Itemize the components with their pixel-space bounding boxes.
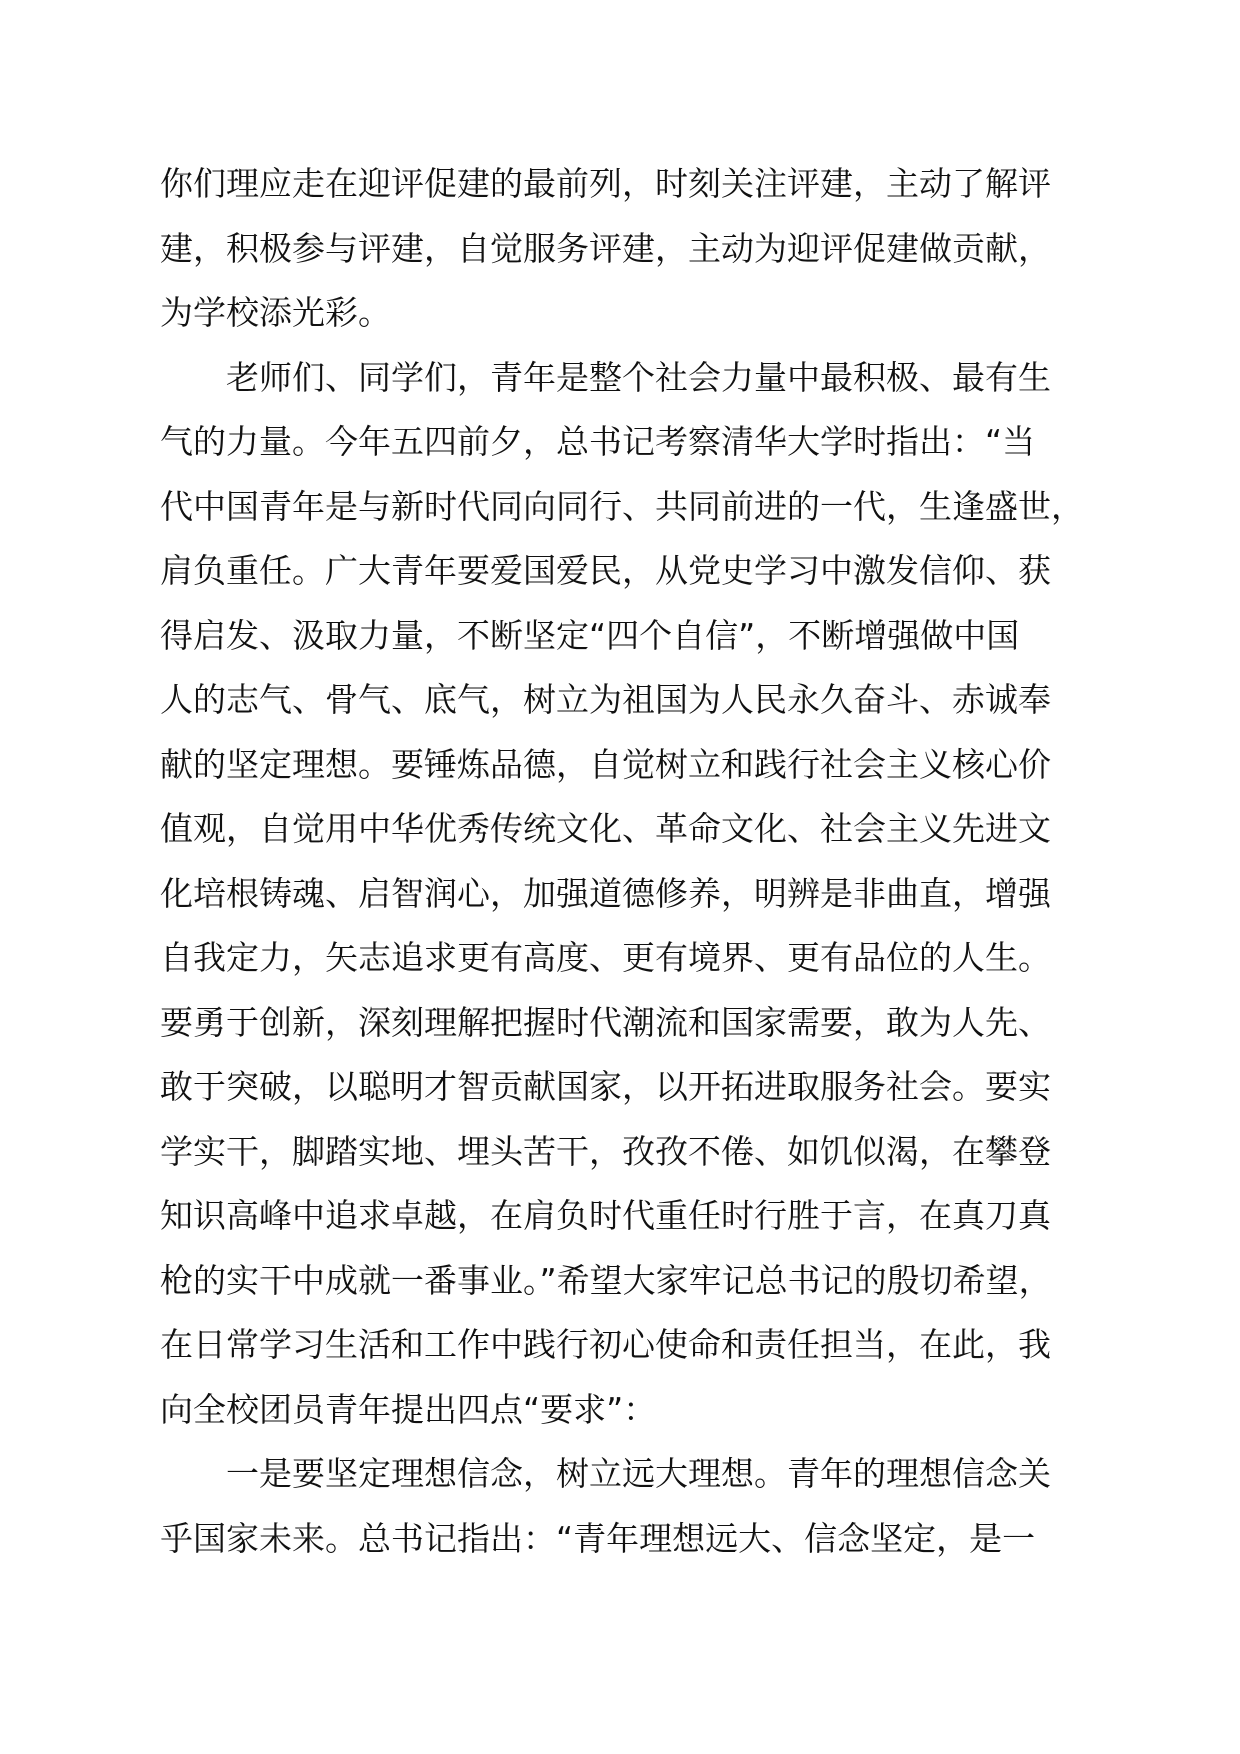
text-line: 肩负重任。广大青年要爱国爱民，从党史学习中激发信仰、获: [160, 551, 1051, 590]
text-line: 一是要坚定理想信念，树立远大理想。青年的理想信念关: [226, 1454, 1051, 1493]
text-line: 气的力量。今年五四前夕，总书记考察清华大学时指出：“当: [160, 422, 1036, 461]
text-line: 为学校添光彩。: [160, 293, 391, 332]
text-line: 代中国青年是与新时代同向同行、共同前进的一代，生逢盛世，: [160, 486, 1084, 526]
text-line: 乎国家未来。总书记指出：“青年理想远大、信念坚定，是一: [160, 1518, 1036, 1558]
text-line: 在日常学习生活和工作中践行初心使命和责任担当，在此，我: [160, 1325, 1051, 1364]
text-line: 要勇于创新，深刻理解把握时代潮流和国家需要，敢为人先、: [160, 1002, 1051, 1042]
text-line: 献的坚定理想。要锤炼品德，自觉树立和践行社会主义核心价: [160, 744, 1051, 784]
text-line: 学实干，脚踏实地、埋头苦干，孜孜不倦、如饥似渴，在攀登: [160, 1131, 1051, 1171]
body-text: [160, 152, 1140, 1571]
text-line: 你们理应走在迎评促建的最前列，时刻关注评建，主动了解评: [160, 164, 1051, 203]
text-line: 化培根铸魂、启智润心，加强道德修养，明辨是非曲直，增强: [160, 873, 1051, 913]
text-line: 得启发、汲取力量，不断坚定“四个自信”，不断增强做中国: [160, 615, 1020, 655]
text-line: 老师们、同学们，青年是整个社会力量中最积极、最有生: [226, 357, 1051, 397]
text-line: 向全校团员青年提出四点“要求”：: [160, 1389, 657, 1429]
text-line: 敢于突破，以聪明才智贡献国家，以开拓进取服务社会。要实: [160, 1067, 1051, 1106]
text-line: 知识高峰中追求卓越，在肩负时代重任时行胜于言，在真刀真: [160, 1196, 1051, 1235]
text-line: 建，积极参与评建，自觉服务评建，主动为迎评促建做贡献，: [160, 228, 1051, 268]
text-line: 值观，自觉用中华优秀传统文化、革命文化、社会主义先进文: [160, 809, 1051, 848]
text-line: 枪的实干中成就一番事业。”希望大家牢记总书记的殷切希望，: [160, 1260, 1052, 1300]
text-line: 自我定力，矢志追求更有高度、更有境界、更有品位的人生。: [160, 938, 1051, 977]
text-line: 人的志气、骨气、底气，树立为祖国为人民永久奋斗、赤诚奉: [160, 680, 1051, 719]
